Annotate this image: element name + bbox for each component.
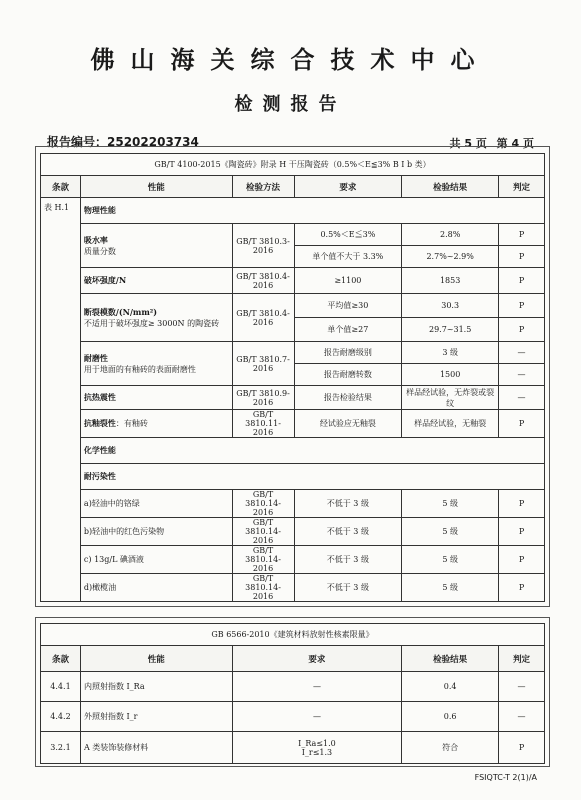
verdict-cell: — [499, 386, 545, 410]
section-title: 物理性能 [80, 198, 544, 224]
verdict-cell: P [499, 294, 545, 318]
verdict-cell: — [499, 364, 545, 386]
result-cell: 符合 [402, 732, 499, 764]
verdict-cell: P [499, 224, 545, 246]
clause-cell: 表 H.1 [41, 198, 81, 602]
col-header: 性能 [80, 176, 232, 198]
method-cell: GB/T 3810.3-2016 [232, 224, 294, 268]
req-cell: 0.5%＜E≦3% [294, 224, 402, 246]
method-cell: GB/T 3810.9-2016 [232, 386, 294, 410]
col-header: 检验方法 [232, 176, 294, 198]
property-name: A 类装饰装修材料 [80, 732, 232, 764]
property-sub: ：有釉砖 [115, 419, 148, 428]
verdict-cell: — [499, 702, 545, 732]
verdict-cell: P [499, 246, 545, 268]
col-header: 判定 [499, 646, 545, 672]
table1-caption: GB/T 4100-2015《陶瓷砖》附录 H 干压陶瓷砖（0.5%＜E≦3% B I b 类） [41, 154, 545, 176]
result-cell: 1500 [402, 364, 499, 386]
method-cell: GB/T 3810.14-2016 [232, 518, 294, 546]
req-cell: 报告耐磨级别 [294, 342, 402, 364]
property-cell [80, 224, 232, 268]
col-header: 条款 [41, 176, 81, 198]
method-cell: GB/T 3810.14-2016 [232, 546, 294, 574]
col-header: 性能 [80, 646, 232, 672]
property-sub: 用于地面的有釉砖的表面耐磨性 [83, 364, 196, 374]
result-cell: 5 级 [402, 546, 499, 574]
property-name: d)橄榄油 [80, 574, 232, 602]
col-header: 要求 [232, 646, 402, 672]
property-name: 内照射指数 I_Ra [80, 672, 232, 702]
verdict-cell: — [499, 342, 545, 364]
footer-code: FSIQTC-T 2(1)/A [474, 773, 537, 782]
page-number: 第 4 页 [496, 137, 534, 150]
verdict-cell: P [499, 490, 545, 518]
req-cell: 不低于 3 级 [294, 546, 402, 574]
method-cell: GB/T 3810.4-2016 [232, 268, 294, 294]
verdict-cell: P [499, 518, 545, 546]
clause-cell: 3.2.1 [41, 732, 81, 764]
clause-cell: 4.4.2 [41, 702, 81, 732]
result-cell: 3 级 [402, 342, 499, 364]
table2-caption: GB 6566-2010《建筑材料放射性核素限量》 [41, 624, 545, 646]
table-tile-standard [40, 153, 545, 602]
req-cell: 单个值≥27 [294, 318, 402, 342]
req-cell: 不低于 3 级 [294, 490, 402, 518]
result-cell: 5 级 [402, 490, 499, 518]
col-header: 要求 [294, 176, 402, 198]
method-cell: GB/T 3810.7-2016 [232, 342, 294, 386]
org-title: 佛山海关综合技术中心 [90, 46, 491, 74]
property-name: 断裂模数/(N/mm²) [83, 306, 158, 317]
result-cell: 0.4 [402, 672, 499, 702]
doc-title: 检测报告 [234, 94, 347, 115]
result-cell: 1853 [402, 268, 499, 294]
result-cell: 29.7~31.5 [402, 318, 499, 342]
verdict-cell: P [499, 318, 545, 342]
property-name: 外照射指数 I_r [80, 702, 232, 732]
req-cell: 报告耐磨转数 [294, 364, 402, 386]
col-header: 检验结果 [402, 646, 499, 672]
req-line: I_r≤1.3 [301, 747, 333, 757]
property-sub: 质量分数 [83, 246, 116, 256]
method-cell: GB/T 3810.14-2016 [232, 490, 294, 518]
property-name: 抗热震性 [80, 386, 232, 410]
req-cell: — [232, 672, 402, 702]
result-cell: 5 级 [402, 574, 499, 602]
property-name: a)轻油中的铬绿 [80, 490, 232, 518]
section-title: 化学性能 [80, 438, 544, 464]
verdict-cell: P [499, 546, 545, 574]
clause-cell: 4.4.1 [41, 672, 81, 702]
result-cell: 样品经试验，无炸裂或裂纹 [402, 386, 499, 410]
col-header: 检验结果 [402, 176, 499, 198]
property-name: 吸水率 [83, 234, 108, 245]
req-cell: 平均值≥30 [294, 294, 402, 318]
req-cell: 不低于 3 级 [294, 574, 402, 602]
property-name: c) 13g/L 碘酒液 [80, 546, 232, 574]
property-cell [80, 342, 232, 386]
property-cell [80, 294, 232, 342]
verdict-cell: P [499, 732, 545, 764]
result-cell: 2.8% [402, 224, 499, 246]
req-cell: 不低于 3 级 [294, 518, 402, 546]
property-name: 破坏强度/N [80, 268, 232, 294]
req-cell: — [232, 702, 402, 732]
report-number: 报告编号：25202203734 [47, 135, 199, 149]
verdict-cell: P [499, 410, 545, 438]
result-cell: 0.6 [402, 702, 499, 732]
col-header: 条款 [41, 646, 81, 672]
verdict-cell: — [499, 672, 545, 702]
verdict-cell: P [499, 268, 545, 294]
req-cell: 单个值不大于 3.3% [294, 246, 402, 268]
col-header: 判定 [499, 176, 545, 198]
property-name: 耐磨性 [83, 352, 108, 363]
official-seal-stamp [548, 385, 581, 500]
result-cell: 5 级 [402, 518, 499, 546]
property-cell [80, 410, 232, 438]
verdict-cell: P [499, 574, 545, 602]
method-cell: GB/T 3810.14-2016 [232, 574, 294, 602]
result-cell: 样品经试验，无釉裂 [402, 410, 499, 438]
result-cell: 2.7%~2.9% [402, 246, 499, 268]
method-cell: GB/T 3810.4-2016 [232, 294, 294, 342]
property-sub: 不适用于破坏强度≥ 3000N 的陶瓷砖 [83, 318, 220, 328]
table-radioactivity [40, 623, 545, 764]
method-cell: GB/T 3810.11-2016 [232, 410, 294, 438]
req-line: I_Ra≤1.0 [298, 738, 336, 748]
req-cell: ≥1100 [294, 268, 402, 294]
req-cell: 报告检验结果 [294, 386, 402, 410]
property-name: b)轻油中的红色污染物 [80, 518, 232, 546]
result-cell: 30.3 [402, 294, 499, 318]
section-title: 耐污染性 [80, 464, 544, 490]
total-pages: 共 5 页 [449, 137, 487, 150]
property-name: 抗釉裂性 [83, 418, 116, 428]
req-cell [232, 732, 402, 764]
req-cell: 经试验应无釉裂 [294, 410, 402, 438]
